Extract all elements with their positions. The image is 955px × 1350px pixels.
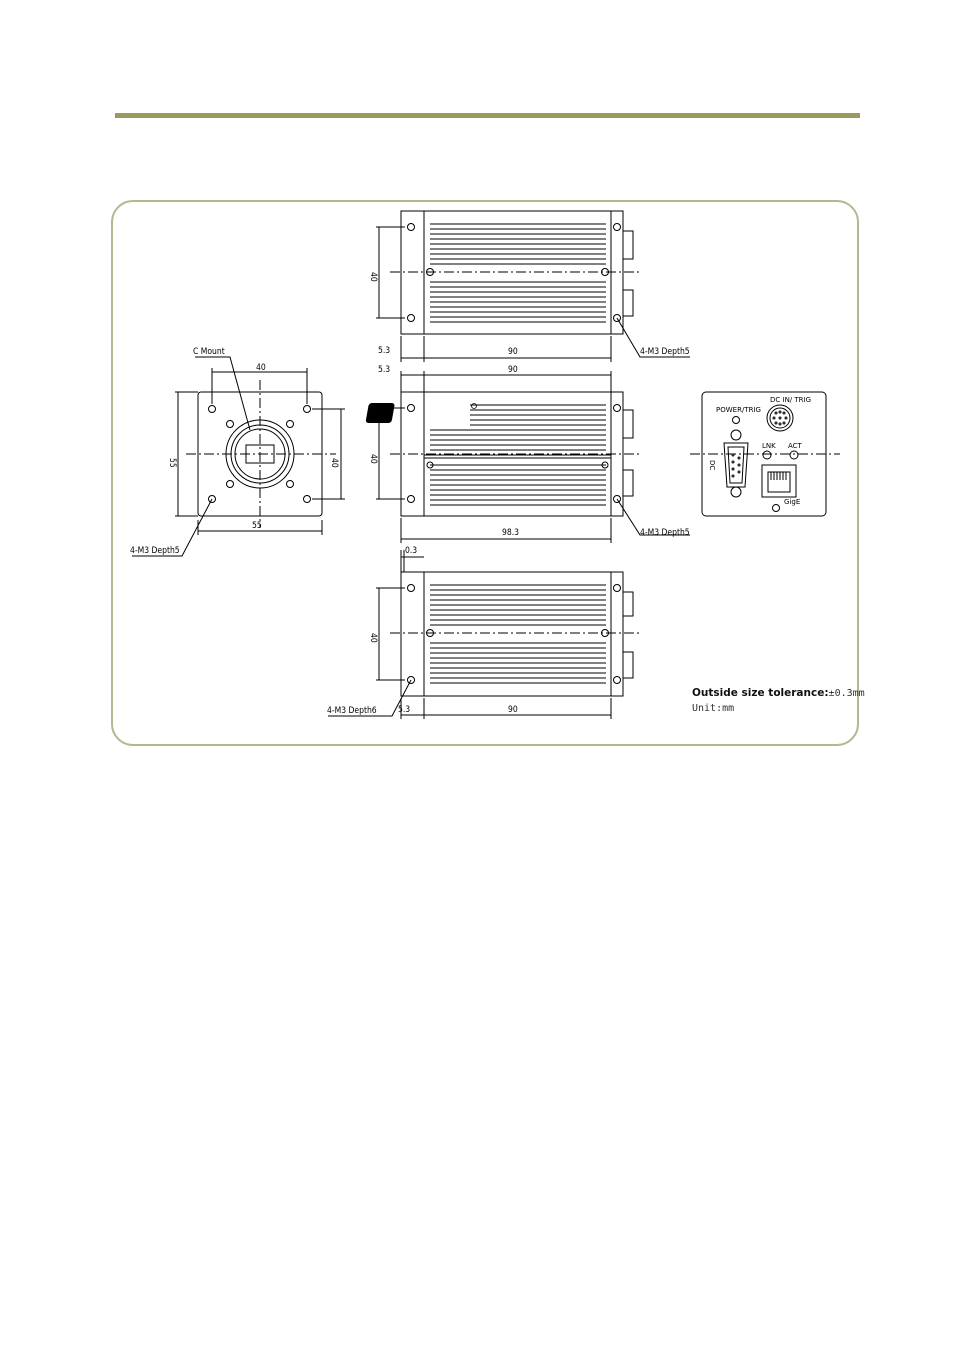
bottom-length-label: 90 [508, 705, 518, 715]
top-offset-label: 5.3 [378, 346, 391, 356]
side-screw-label: 4-M3 Depth5 [640, 528, 690, 538]
svg-text:JAI: JAI [446, 408, 463, 421]
tolerance-note [692, 686, 865, 716]
tolerance-label: Outside size tolerance: [692, 687, 829, 699]
bottom-offset-5-3-label: 5.3 [398, 705, 411, 715]
gige-label: GigE [784, 498, 801, 506]
lnk-label: LNK [762, 442, 776, 450]
front-height-40-label: 40 [329, 458, 339, 468]
unit-label: Unit:mm [692, 703, 735, 714]
front-width-40-label: 40 [256, 363, 266, 373]
side-offset-label: 5.3 [378, 365, 391, 375]
side-total-length-label: 98.3 [502, 528, 520, 538]
act-label: ACT [788, 442, 802, 450]
c-mount-label: C Mount [193, 347, 225, 357]
bottom-screw-label: 4-M3 Depth6 [327, 706, 377, 716]
rear-view [690, 392, 840, 516]
front-screw-label: 4-M3 Depth5 [130, 546, 180, 556]
top-length-label: 90 [508, 347, 518, 357]
top-height-40-label: 40 [368, 272, 378, 282]
side-height-40-label: 40 [368, 454, 378, 464]
jai-logo [365, 403, 476, 423]
side-length-label: 90 [508, 365, 518, 375]
top-view [376, 211, 690, 362]
dc-label: DC [708, 460, 716, 471]
bottom-offset-label: 0.3 [405, 546, 418, 556]
bottom-height-40-label: 40 [368, 633, 378, 643]
front-height-55-label: 55 [167, 458, 177, 468]
front-width-55-label: 55 [252, 521, 262, 531]
dc-in-trig-label: DC IN/ TRIG [770, 396, 812, 404]
tolerance-value: ±0.3mm [828, 688, 865, 699]
front-view [132, 357, 345, 556]
side-view [376, 371, 690, 543]
top-screw-label: 4-M3 Depth5 [640, 347, 690, 357]
power-trig-label: POWER/TRIG [716, 406, 761, 414]
